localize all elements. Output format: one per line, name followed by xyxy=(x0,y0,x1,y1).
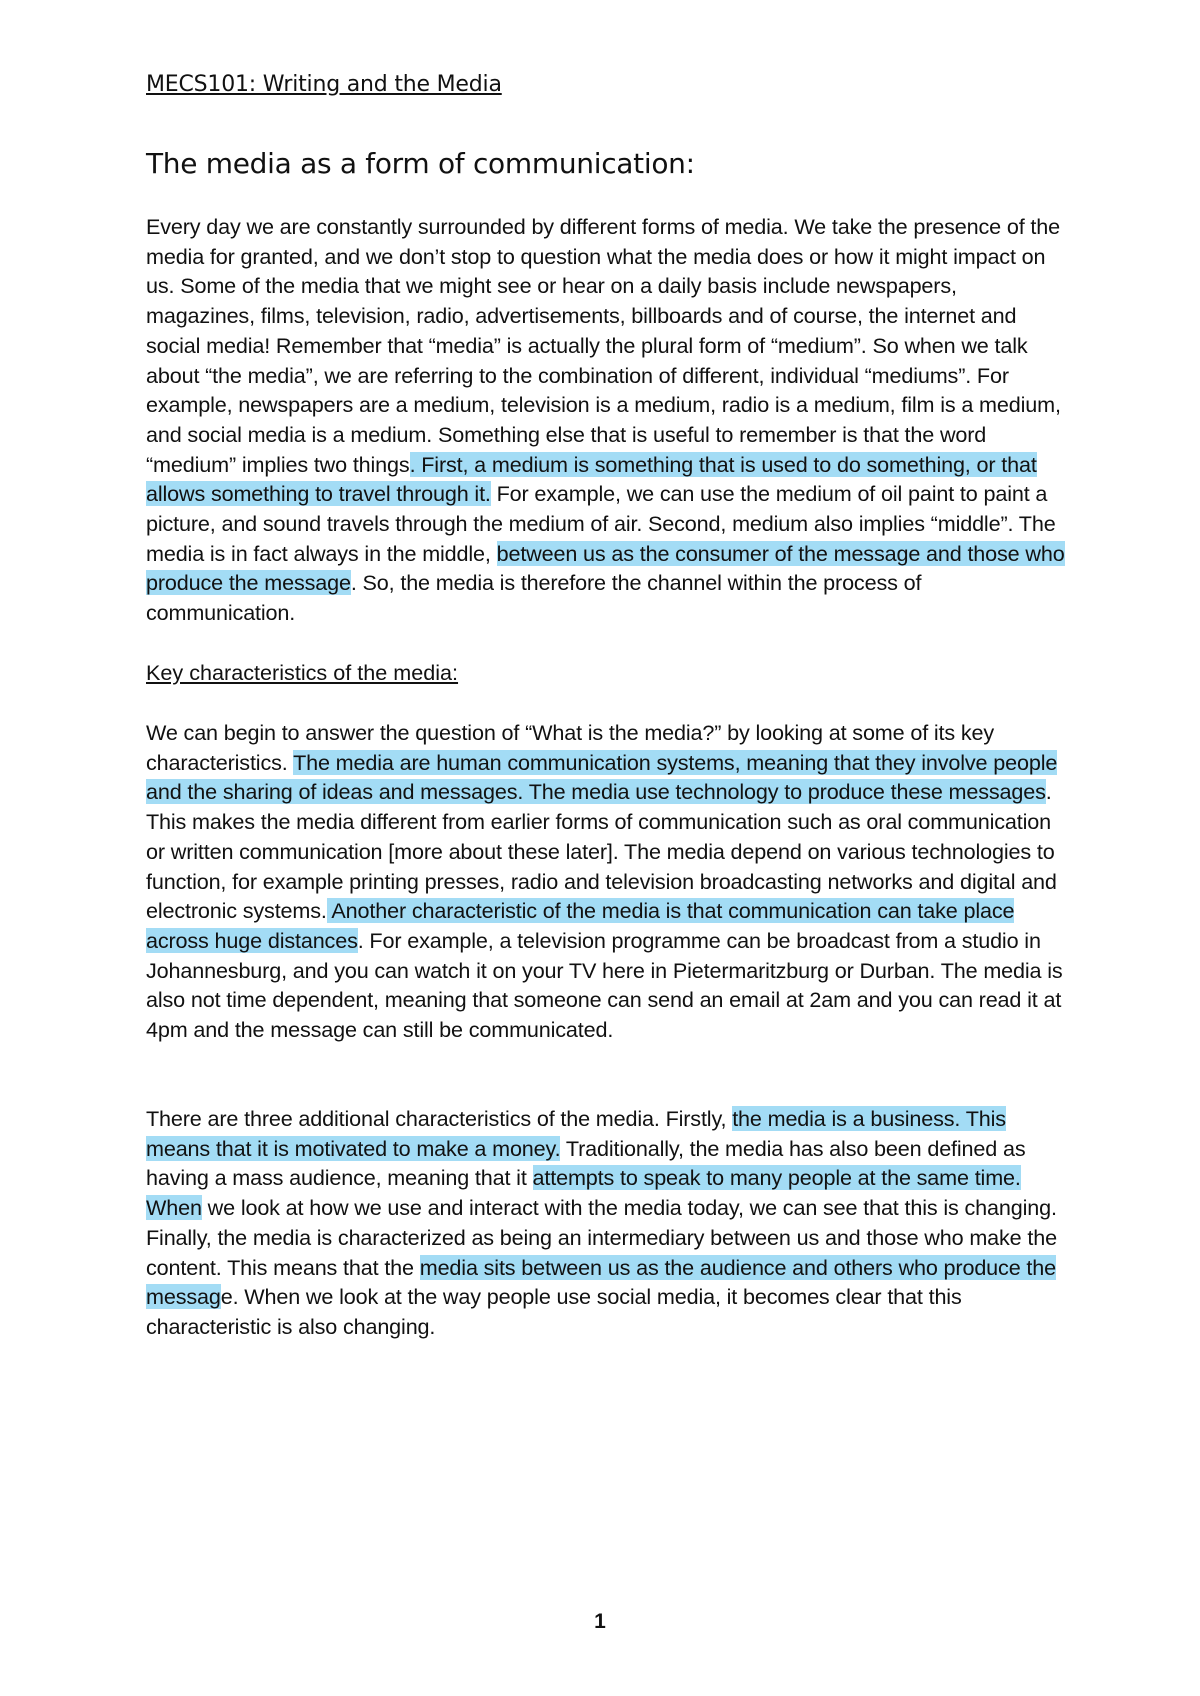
page-number: 1 xyxy=(594,1610,606,1633)
paragraph-media-as-communication xyxy=(146,212,1066,628)
page-title: The media as a form of communication: xyxy=(146,147,695,180)
highlighted-text: . First, a medium is something that is used to do something, or that allows something to travel through it. xyxy=(146,451,1037,507)
text-segment: There are three additional characteristics of the media. Firstly, xyxy=(146,1106,733,1131)
text-segment: e. When we look at the way people use social media, it becomes clear that this characteristic is also changing. xyxy=(146,1284,962,1339)
highlighted-text: Another characteristic of the media is that communication can take place across huge distances xyxy=(146,898,1015,953)
text-segment: we look at how we use and interact with the media today, we can see that this is changing. Finally, the media is characterized as being an intermediary between us and those who make the content. This means that the xyxy=(146,1195,1057,1280)
paragraph-additional-characteristics xyxy=(146,1104,1066,1342)
section-subheading: Key characteristics of the media: xyxy=(146,660,459,685)
highlighted-text: the media is a business. This means that it is motivated to make a money. xyxy=(146,1106,1006,1161)
highlighted-text: The media are human communication systems, meaning that they involve people and the sharing of ideas and messages. The media use technology to produce these messages xyxy=(146,749,1058,805)
text-segment: Every day we are constantly surrounded by different forms of media. We take the presence of the media for granted, and we don’t stop to question what the media does or how it might impact on us. Some of the media that we might see or hear on a daily basis include newspapers, magazines, films, television, radio, advertisements, billboards and of course, the internet and social media! Remember that “media” is actually the plural form of “medium”. So when we talk about “the media”, we are referring to the combination of different, individual “mediums”. For example, newspapers are a medium, television is a medium, radio is a medium, film is a medium, and social media is a medium. Something else that is useful to remember is that the word “medium” implies two things xyxy=(146,214,1061,477)
text-segment: For example, we can use the medium of oil paint to paint a picture, and sound travels through the medium of air. Second, medium also implies “middle”. The media is in fact always in the middle, xyxy=(146,481,1056,566)
text-segment: . So, the media is therefore the channel within the process of communication. xyxy=(146,570,922,626)
text-segment: . This makes the media different from earlier forms of communication such as oral communication or written communication [more about these later]. The media depend on various technologies to function, for example printing presses, radio and television broadcasting networks and digital and electronic systems. xyxy=(146,779,1057,924)
highlighted-text: media sits between us as the audience and others who produce the messag xyxy=(146,1254,1056,1310)
highlighted-text: attempts to speak to many people at the same time. When xyxy=(146,1165,1021,1221)
text-segment: Traditionally, the media has also been defined as having a mass audience, meaning that it xyxy=(146,1135,1026,1191)
highlighted-text: between us as the consumer of the message and those who produce the message xyxy=(146,540,1065,596)
text-segment: . For example, a television programme can be broadcast from a studio in Johannesburg, and you can watch it on your TV here in Pietermaritzburg or Durban. The media is also not time dependent, meaning that someone can send an email at 2am and you can read it at 4pm and the message can still be communicated. xyxy=(146,927,1063,1043)
text-segment: We can begin to answer the question of “What is the media?” by looking at some of its key characteristics. xyxy=(146,720,995,775)
course-title: MECS101: Writing and the Media xyxy=(146,72,502,97)
paragraph-key-characteristics xyxy=(146,718,1066,1045)
